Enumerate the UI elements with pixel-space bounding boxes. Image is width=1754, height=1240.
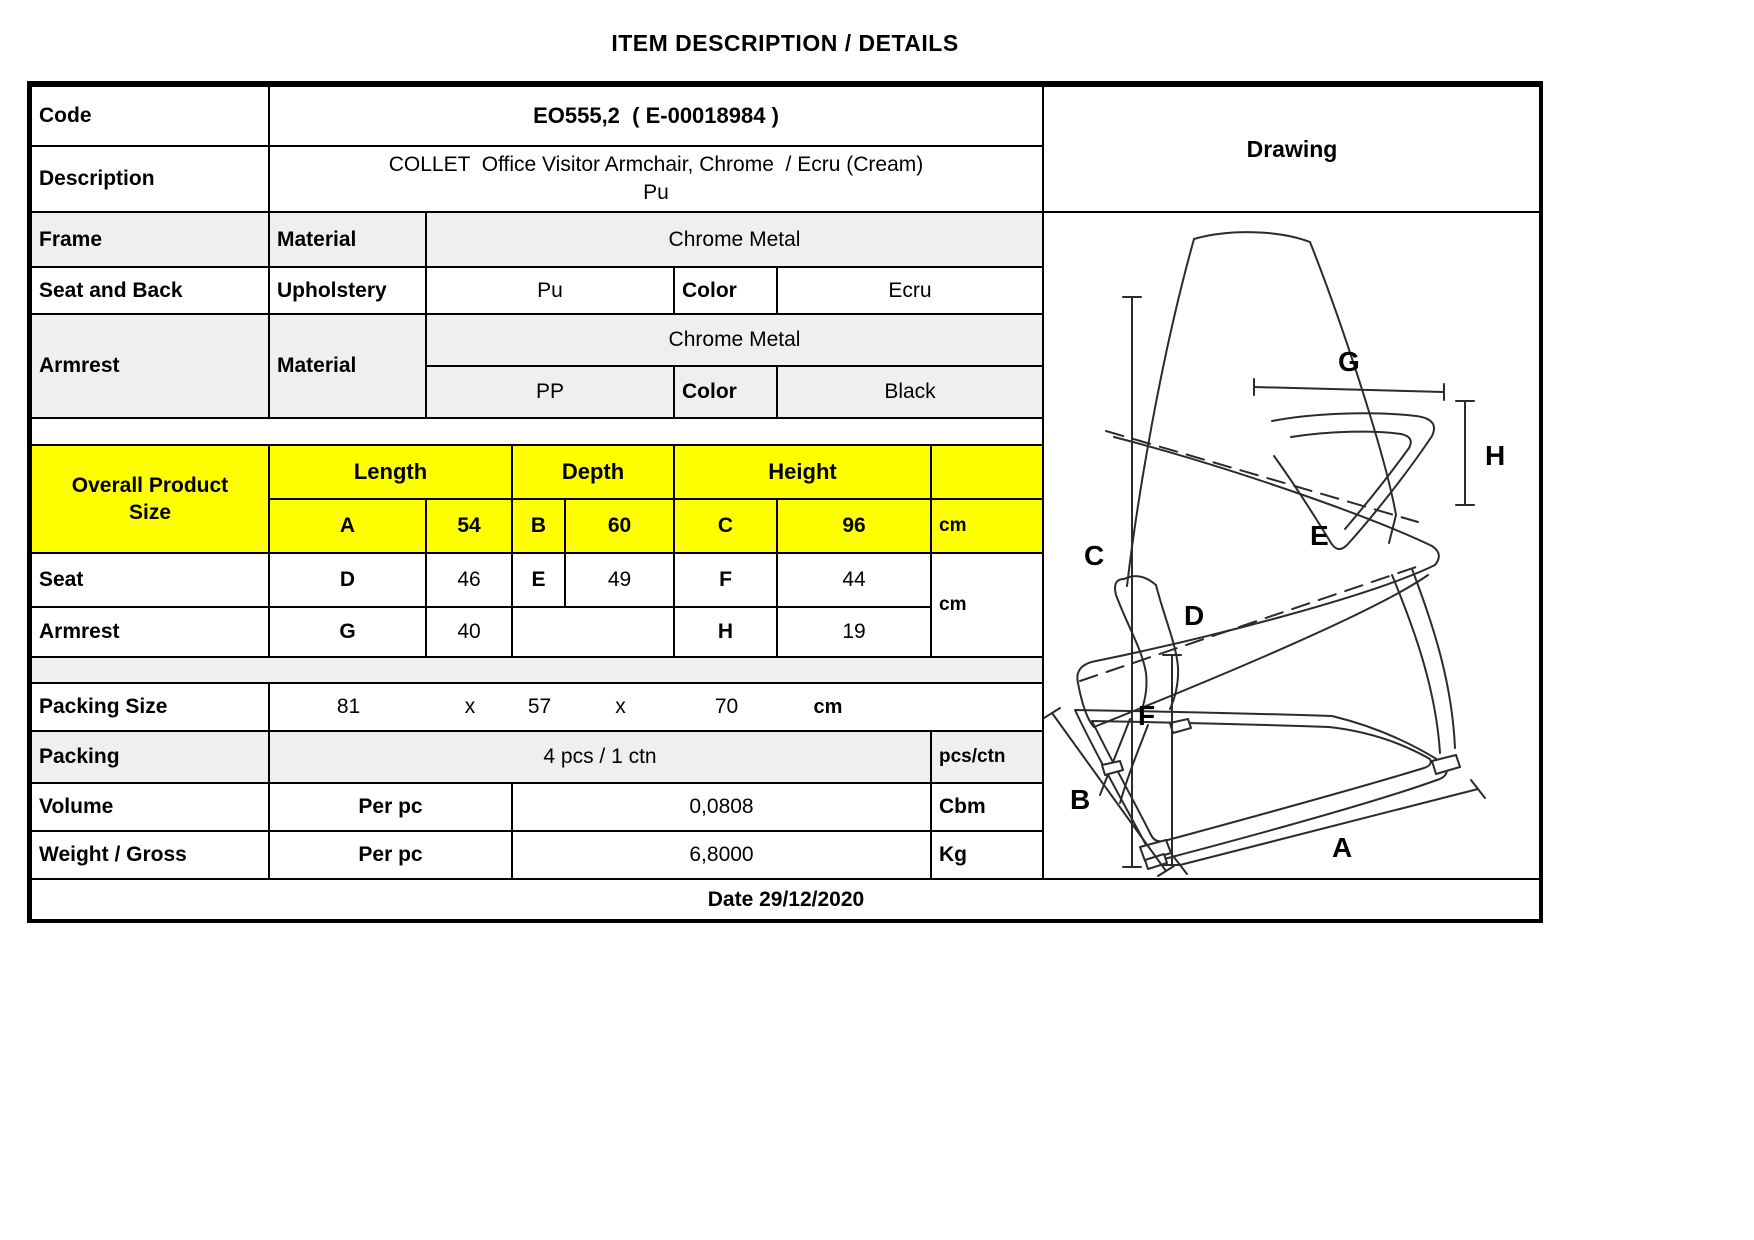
seatback-color-label: Color (673, 266, 778, 315)
drawing-label-h: H (1485, 440, 1506, 471)
dim-g-value: 40 (425, 606, 513, 658)
dim-a-value: 54 (425, 498, 513, 554)
description-label: Description (30, 145, 270, 213)
volume-label: Volume (30, 782, 270, 832)
date-row: Date 29/12/2020 (30, 878, 1542, 922)
size-header-empty (930, 444, 1044, 500)
description-line1: COLLET Office Visitor Armchair, Chrome / Ecru (Cream) (388, 152, 924, 176)
dim-e-key: E (511, 552, 566, 608)
spacer-row-1 (30, 417, 1044, 446)
frame-label: Frame (30, 211, 270, 268)
drawing-label-d: D (1184, 600, 1205, 631)
dim-c-key: C (673, 498, 778, 554)
chair-drawing (1044, 213, 1540, 878)
weight-per: Per pc (268, 830, 513, 880)
packing-value: 4 pcs / 1 ctn (268, 730, 932, 784)
dim-d-value: 46 (425, 552, 513, 608)
drawing-label-c: C (1084, 540, 1105, 571)
seatback-material-value: Pu (425, 266, 675, 315)
drawing-label-f: F (1138, 700, 1156, 731)
height-header: Height (673, 444, 932, 500)
dim-d-key: D (268, 552, 427, 608)
drawing-header: Drawing (1042, 85, 1542, 213)
description-line2: Pu (643, 181, 669, 204)
dim-f-value: 44 (776, 552, 932, 608)
frame-material-label: Material (268, 211, 427, 268)
size-unit: cm (930, 498, 1044, 554)
size-section-label: Overall Product Size (30, 444, 270, 554)
chair-armrest-left (1115, 579, 1147, 709)
chair-glide-1 (1102, 761, 1123, 775)
chair-base (1075, 710, 1447, 859)
page-title: ITEM DESCRIPTION / DETAILS (611, 30, 959, 56)
packing-size-value (270, 695, 1042, 719)
packing-dim-3: 70 (714, 695, 739, 718)
packing-dim-1: 81 (336, 695, 361, 718)
weight-value: 6,8000 (511, 830, 932, 880)
chair-armrest-right (1272, 413, 1434, 549)
seat-armrest-unit: cm (930, 552, 1044, 658)
length-header: Length (268, 444, 513, 500)
dim-a-key: A (268, 498, 427, 554)
volume-per: Per pc (268, 782, 513, 832)
drawing-label-a: A (1332, 832, 1353, 863)
drawing-label-b: B (1070, 784, 1091, 815)
weight-label: Weight / Gross (30, 830, 270, 880)
chair-right-support (1392, 575, 1440, 753)
dim-g-key: G (268, 606, 427, 658)
depth-header: Depth (511, 444, 675, 500)
packing-sep-2: x (615, 695, 626, 718)
code-label: Code (30, 85, 270, 147)
packing-size-label: Packing Size (30, 682, 270, 732)
packing-unit: pcs/ctn (930, 730, 1044, 784)
dim-h-value: 19 (776, 606, 932, 658)
seat-size-label: Seat (30, 552, 270, 608)
armrest-material-label: Material (268, 313, 427, 419)
armrest-size-empty (511, 606, 675, 658)
packing-dim-2: 57 (527, 695, 552, 718)
armrest-color-value: Black (776, 365, 1044, 419)
armrest-color-label: Color (673, 365, 778, 419)
dim-c-value: 96 (776, 498, 932, 554)
chair-glide-2 (1170, 719, 1191, 733)
weight-unit: Kg (930, 830, 1044, 880)
packing-size-unit: cm (813, 695, 843, 718)
armrest-material-value-2: PP (425, 365, 675, 419)
seatback-color-value: Ecru (776, 266, 1044, 315)
frame-material-value: Chrome Metal (425, 211, 1044, 268)
seatback-label: Seat and Back (30, 266, 270, 315)
armrest-size-label: Armrest (30, 606, 270, 658)
dim-f-key: F (673, 552, 778, 608)
packing-sep-1: x (464, 695, 476, 718)
dim-line-e (1106, 431, 1418, 522)
chair-backrest (1194, 232, 1310, 242)
packing-label: Packing (30, 730, 270, 784)
dim-h-key: H (673, 606, 778, 658)
volume-value: 0,0808 (511, 782, 932, 832)
dim-b-key: B (511, 498, 566, 554)
armrest-material-value-1: Chrome Metal (425, 313, 1044, 367)
code-value: EO555,2 ( E-00018984 ) (268, 85, 1044, 147)
dim-b-value: 60 (564, 498, 675, 554)
drawing-label-e: E (1310, 520, 1329, 551)
dim-e-value: 49 (564, 552, 675, 608)
armrest-label: Armrest (30, 313, 270, 419)
spacer-row-2 (30, 656, 1044, 684)
volume-unit: Cbm (930, 782, 1044, 832)
upholstery-label: Upholstery (268, 266, 427, 315)
drawing-label-g: G (1338, 346, 1360, 377)
